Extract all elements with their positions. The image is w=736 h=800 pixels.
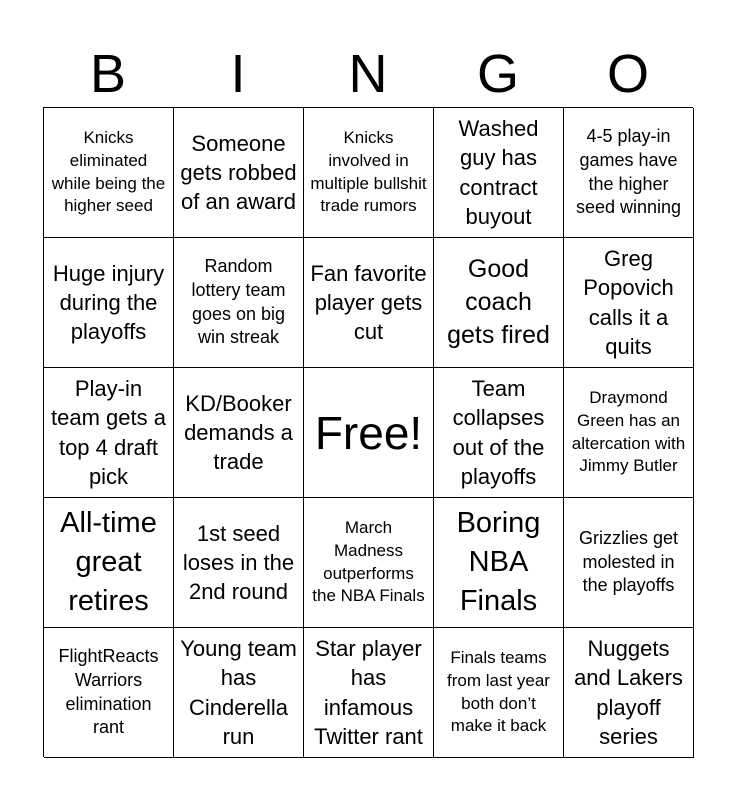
cell-text: 4-5 play-in games have the higher seed winning — [575, 126, 682, 218]
bingo-cell-r3c5[interactable] — [564, 368, 694, 498]
cell-text: Finals teams from last year both don’t make it back — [447, 648, 550, 736]
header-letter-g: G — [476, 44, 519, 104]
cell-text: FlightReacts Warriors elimination rant — [58, 646, 159, 738]
bingo-header — [43, 40, 693, 108]
bingo-cell-r1c5[interactable] — [564, 108, 694, 238]
bingo-cell-free-space[interactable] — [304, 368, 434, 498]
cell-text: Knicks eliminated while being the higher seed — [51, 128, 166, 216]
cell-text: KD/Booker demands a trade — [184, 390, 293, 475]
header-letter-b: B — [89, 44, 127, 104]
cell-text: Nuggets and Lakers playoff series — [574, 636, 683, 749]
bingo-cell-r4c5[interactable] — [564, 498, 694, 628]
cell-text: Star player has infamous Twitter rant — [314, 636, 423, 749]
cell-text: Greg Popovich calls it a quits — [583, 246, 674, 359]
cell-text: Free! — [314, 406, 423, 459]
bingo-cell-r2c1[interactable] — [44, 238, 174, 368]
bingo-cell-r4c1[interactable] — [44, 498, 174, 628]
cell-text: March Madness outperforms the NBA Finals — [312, 518, 425, 606]
bingo-cell-r1c1[interactable] — [44, 108, 174, 238]
bingo-cell-r2c5[interactable] — [564, 238, 694, 368]
cell-text: Play-in team gets a top 4 draft pick — [51, 376, 166, 489]
cell-text: Grizzlies get molested in the playoffs — [578, 527, 679, 596]
bingo-cell-r2c2[interactable] — [174, 238, 304, 368]
bingo-cell-r5c4[interactable] — [434, 628, 564, 758]
bingo-cell-r5c5[interactable] — [564, 628, 694, 758]
bingo-cell-r5c2[interactable] — [174, 628, 304, 758]
cell-text: Washed guy has contract buyout — [458, 116, 539, 229]
cell-text: Team collapses out of the playoffs — [452, 376, 545, 489]
bingo-cell-r1c4[interactable] — [434, 108, 564, 238]
cell-text: Draymond Green has an altercation with Jimmy Butler — [571, 388, 686, 476]
cell-text: 1st seed loses in the 2nd round — [182, 520, 295, 605]
bingo-cell-r4c3[interactable] — [304, 498, 434, 628]
cell-text: Random lottery team goes on big win streak — [191, 256, 286, 348]
bingo-cell-r2c4[interactable] — [434, 238, 564, 368]
bingo-cell-r5c3[interactable] — [304, 628, 434, 758]
bingo-cell-r4c2[interactable] — [174, 498, 304, 628]
bingo-board — [43, 107, 693, 757]
bingo-cell-r1c3[interactable] — [304, 108, 434, 238]
cell-text: Fan favorite player gets cut — [310, 260, 427, 345]
cell-text: Good coach gets fired — [447, 255, 550, 349]
cell-text: Someone gets robbed of an award — [180, 130, 297, 215]
cell-text: Knicks involved in multiple bullshit trade rumors — [310, 128, 427, 216]
header-letter-o: O — [606, 44, 649, 104]
cell-text: All-time great retires — [60, 507, 157, 617]
header-letter-i: I — [230, 44, 246, 104]
bingo-cell-r3c1[interactable] — [44, 368, 174, 498]
bingo-cell-r4c4[interactable] — [434, 498, 564, 628]
bingo-cell-r3c4[interactable] — [434, 368, 564, 498]
cell-text: Huge injury during the playoffs — [52, 260, 165, 345]
bingo-cell-r2c3[interactable] — [304, 238, 434, 368]
bingo-cell-r5c1[interactable] — [44, 628, 174, 758]
bingo-cell-r1c2[interactable] — [174, 108, 304, 238]
cell-text: Boring NBA Finals — [456, 507, 541, 617]
header-letter-n: N — [348, 44, 388, 104]
cell-text: Young team has Cinderella run — [180, 636, 297, 749]
bingo-cell-r3c2[interactable] — [174, 368, 304, 498]
